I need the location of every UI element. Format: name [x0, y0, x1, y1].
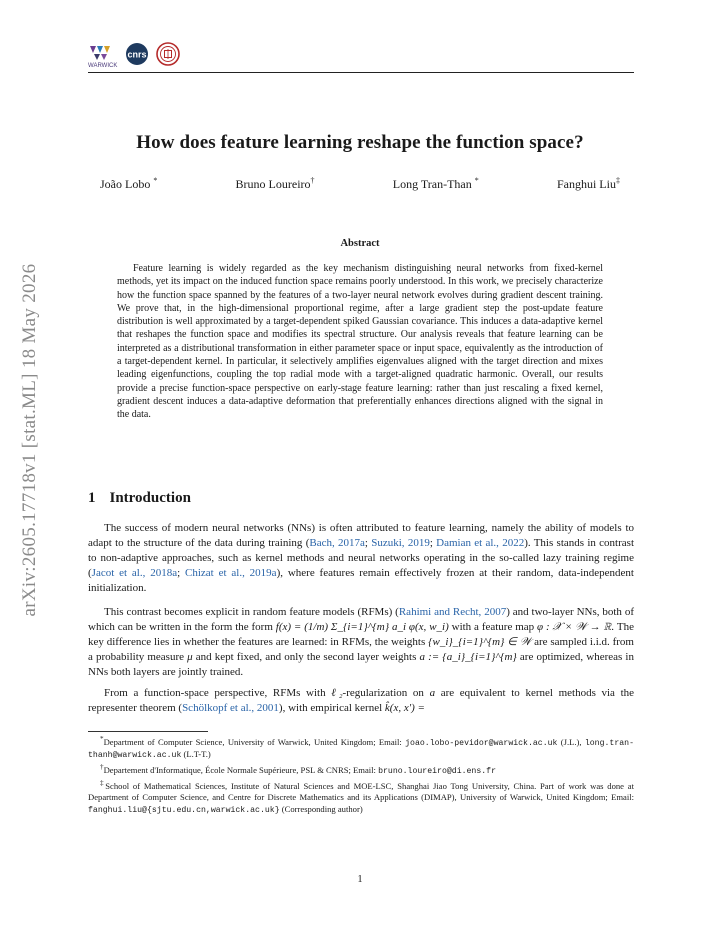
affiliation-mark: *	[474, 176, 479, 185]
sjtu-seal-logo	[157, 43, 179, 65]
math-expression: k̂(x, x′) =	[384, 702, 425, 714]
math-expression: f(x) = (1/m) Σ_{i=1}^{m} a_i φ(x, w_i)	[275, 621, 449, 633]
institution-logos	[88, 40, 208, 70]
footnotes	[88, 734, 634, 816]
author-list	[100, 176, 620, 192]
arxiv-identifier: arXiv:2605.17718v1 [stat.ML] 18 May 2026	[19, 263, 40, 617]
math-expression: ℓ₂	[331, 687, 343, 699]
abstract-heading: Abstract	[340, 238, 380, 249]
math-expression: a := {a_i}_{i=1}^{m}	[419, 651, 517, 663]
page-number: 1	[357, 874, 363, 885]
author: Bruno Loureiro†	[235, 176, 315, 191]
math-expression: φ : 𝒳 × 𝒲 → ℝ	[537, 621, 612, 633]
affiliation-mark: †	[310, 176, 315, 185]
arxiv-sidebar	[12, 240, 48, 640]
footnote: ‡School of Mathematical Sciences, Institute of Natural Sciences and MOE-LSC, Shanghai Jiao Tong University, China. Part of work was done at Department of Computer Science, and Centre for Discrete Mathematics and its Applications (DIMAP), University of Warwick, United Kingdom; Email: fanghui.liu@{sjtu.edu.cn,warwick.ac.uk} (Corresponding author)	[88, 778, 635, 815]
footnote: *Department of Computer Science, University of Warwick, United Kingdom; Email: joao.lobo-pevidor@warwick.ac.uk (J.L.), long.tran-thanh@warwick.ac.uk (L.T-T.)	[88, 735, 634, 761]
citation-link[interactable]: Rahimi and Recht, 2007	[398, 606, 507, 618]
math-expression: a	[429, 687, 436, 699]
cnrs-logo	[126, 43, 148, 65]
section-title: Introduction	[109, 490, 191, 506]
affiliation-mark: ‡	[615, 176, 620, 185]
affiliation-mark: *	[153, 176, 158, 185]
email-address: bruno.loureiro@di.ens.fr	[378, 766, 496, 776]
abstract-text: Feature learning is widely regarded as the key mechanism distinguishing neural networks from fixed-kernel methods, yet its impact on the induced function space remains poorly understood. In this work, we precisely characterize how the function space spanned by the features of a two-layer neural network evolves during gradient descent training. We prove that, in the high-dimensional proportional regime, after a large gradient step the post-update feature distribution is well approximated by a target-dependent spiked Gaussian covariance. This induces a data-adaptive kernel that reshapes the function space and modifies its spectral structure. Our analysis reveals that feature learning can be interpreted as a distributional transformation in either parameter space or input space, equivalently as the introduction of a target-dependent kernel. In particular, it selectively amplifies eigenvalues aligned with the target direction and mixes leading eigenfunctions, coupling the top radial mode with a target-aligned quadratic harmonic. Overall, our results provide a precise function-space perspective on early-stage feature learning: rather than just rescaling a fixed kernel, gradient descent induces a data-adaptive deformation that preferentially enhances directions aligned with the signal in the data.	[117, 263, 603, 421]
paper-title: How does feature learning reshape the function space?	[136, 132, 584, 153]
citation-link[interactable]: Damian et al., 2022	[436, 537, 525, 549]
warwick-wordmark: WARWICK	[88, 63, 118, 69]
warwick-logo	[88, 46, 117, 69]
citation-link[interactable]: Suzuki, 2019	[371, 537, 430, 549]
email-address: long.tran-thanh@warwick.ac.uk	[88, 738, 634, 761]
logo-strip	[88, 40, 208, 70]
author: Long Tran-Than *	[392, 176, 479, 191]
citation-link[interactable]: Schölkopf et al., 2001	[182, 702, 279, 714]
math-expression: {w_i}_{i=1}^{m} ∈ 𝒲	[428, 636, 532, 648]
cnrs-wordmark: cnrs	[127, 49, 147, 60]
email-address: joao.lobo-pevidor@warwick.ac.uk	[405, 738, 558, 748]
citation-link[interactable]: Chizat et al., 2019a	[185, 567, 277, 579]
section-heading	[88, 490, 191, 507]
author: Fanghui Liu‡	[556, 176, 620, 191]
header-rule	[88, 72, 634, 73]
body-paragraph: This contrast becomes explicit in random feature models (RFMs) (Rahimi and Recht, 2007) and two-layer NNs, both of which can be written in the form the form f(x) = (1/m) Σ_{i=1}^{m} a_i φ(x, w_i) with a feature map φ : 𝒳 × 𝒲 → ℝ. The key difference lies in whether the features are learned: in RFMs, the weights {w_i}_{i=1}^{m} ∈ 𝒲 are sampled i.i.d. from a probability measure μ and kept fixed, and only the second layer weights a := {a_i}_{i=1}^{m} are optimized, whereas in NNs both layers are jointly trained.	[88, 606, 634, 678]
math-expression: μ	[187, 651, 193, 663]
footnote: †Departement d'Informatique, École Normale Supérieure, PSL & CNRS; Email: bruno.loureiro@di.ens.fr	[100, 763, 496, 776]
section-number: 1	[88, 490, 96, 506]
citation-link[interactable]: Bach, 2017a	[309, 537, 365, 549]
citation-link[interactable]: Jacot et al., 2018a	[91, 567, 178, 579]
author: João Lobo *	[100, 176, 158, 191]
body-paragraph: From a function-space perspective, RFMs with ℓ₂-regularization on a are equivalent to kernel methods via the representer theorem (Schölkopf et al., 2001), with empirical kernel k̂(x, x′) =	[88, 687, 635, 714]
footnote-rule	[88, 731, 208, 732]
body-paragraph: The success of modern neural networks (NNs) is often attributed to feature learning, namely the ability of models to adapt to the structure of the data during training (Bach, 2017a; Suzuki, 2019; Damian et al., 2022). This stands in contrast to non-adaptive approaches, such as kernel methods and neural networks operating in the so-called lazy training regime (Jacot et al., 2018a; Chizat et al., 2019a), where features remain effectively frozen at their random, data-independent initialization.	[88, 522, 634, 594]
email-address: fanghui.liu@{sjtu.edu.cn,warwick.ac.uk}	[88, 805, 280, 815]
